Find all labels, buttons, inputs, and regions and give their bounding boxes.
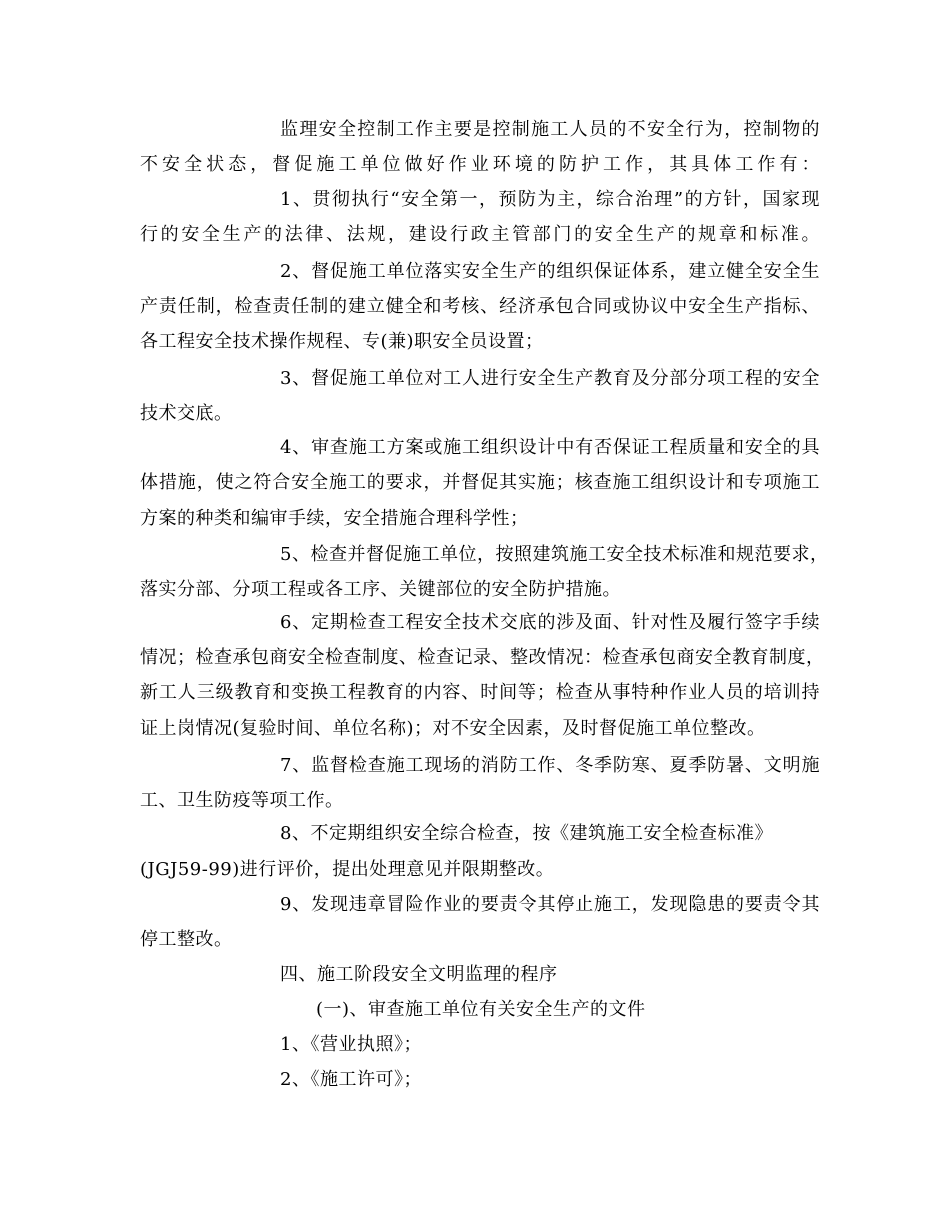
section-heading-4: 四、施工阶段安全文明监理的程序 <box>280 964 558 985</box>
item-3-line-1: 3、督促施工单位对工人进行安全生产教育及分部分项工程的安全 <box>280 368 820 389</box>
item-4-line-2: 体措施，使之符合安全施工的要求，并督促其实施；核查施工组织设计和专项施工 <box>140 472 820 493</box>
item-8-line-1: 8、不定期组织安全综合检查，按《建筑施工安全检查标准》 <box>280 823 773 844</box>
item-2-line-3: 各工程安全技术操作规程、专(兼)职安全员设置； <box>140 331 544 352</box>
item-9-line-1: 9、发现违章冒险作业的要责令其停止施工，发现隐患的要责令其 <box>280 894 820 915</box>
list-item-construction-permit: 2、《施工许可》； <box>280 1069 422 1090</box>
item-1-line-1: 1、贯彻执行“安全第一，预防为主，综合治理”的方针，国家现 <box>280 189 820 210</box>
paragraph-intro-line-1: 监理安全控制工作主要是控制施工人员的不安全行为，控制物的 <box>280 119 820 140</box>
item-5-line-2: 落实分部、分项工程或各工序、关键部位的安全防护措施。 <box>140 579 621 600</box>
item-4-line-1: 4、审查施工方案或施工组织设计中有否保证工程质量和安全的具 <box>280 437 820 458</box>
item-9-line-2: 停工整改。 <box>140 929 233 950</box>
item-3-line-2: 技术交底。 <box>140 403 233 424</box>
item-7-line-1: 7、监督检查施工现场的消防工作、冬季防寒、夏季防暑、文明施 <box>280 755 820 776</box>
item-1-line-2: 行的安全生产的法律、法规，建设行政主管部门的安全生产的规章和标准。 <box>140 224 820 245</box>
subsection-heading-1: (一)、审查施工单位有关安全生产的文件 <box>316 999 646 1020</box>
item-7-line-2: 工、卫生防疫等项工作。 <box>140 790 344 811</box>
item-6-line-1: 6、定期检查工程安全技术交底的涉及面、针对性及履行签字手续 <box>280 612 820 633</box>
item-4-line-3: 方案的种类和编审手续，安全措施合理科学性； <box>140 508 529 529</box>
item-2-line-1: 2、督促施工单位落实安全生产的组织保证体系，建立健全安全生 <box>280 261 820 282</box>
item-2-line-2: 产责任制，检查责任制的建立健全和考核、经济承包合同或协议中安全生产指标、 <box>140 296 820 317</box>
item-6-line-3: 新工人三级教育和变换工程教育的内容、时间等；检查从事特种作业人员的培训持 <box>140 682 820 703</box>
item-6-line-2: 情况；检查承包商安全检查制度、检查记录、整改情况：检查承包商安全教育制度， <box>140 647 825 668</box>
item-8-line-2: (JGJ59-99)进行评价，提出处理意见并限期整改。 <box>140 859 555 880</box>
list-item-business-license: 1、《营业执照》； <box>280 1034 422 1055</box>
item-5-line-1: 5、检查并督促施工单位，按照建筑施工安全技术标准和规范要求， <box>280 544 829 565</box>
item-6-line-4: 证上岗情况(复验时间、单位名称)；对不安全因素，及时督促施工单位整改。 <box>140 718 766 739</box>
paragraph-intro-line-2: 不安全状态，督促施工单位做好作业环境的防护工作，其具体工作有： <box>140 154 820 175</box>
